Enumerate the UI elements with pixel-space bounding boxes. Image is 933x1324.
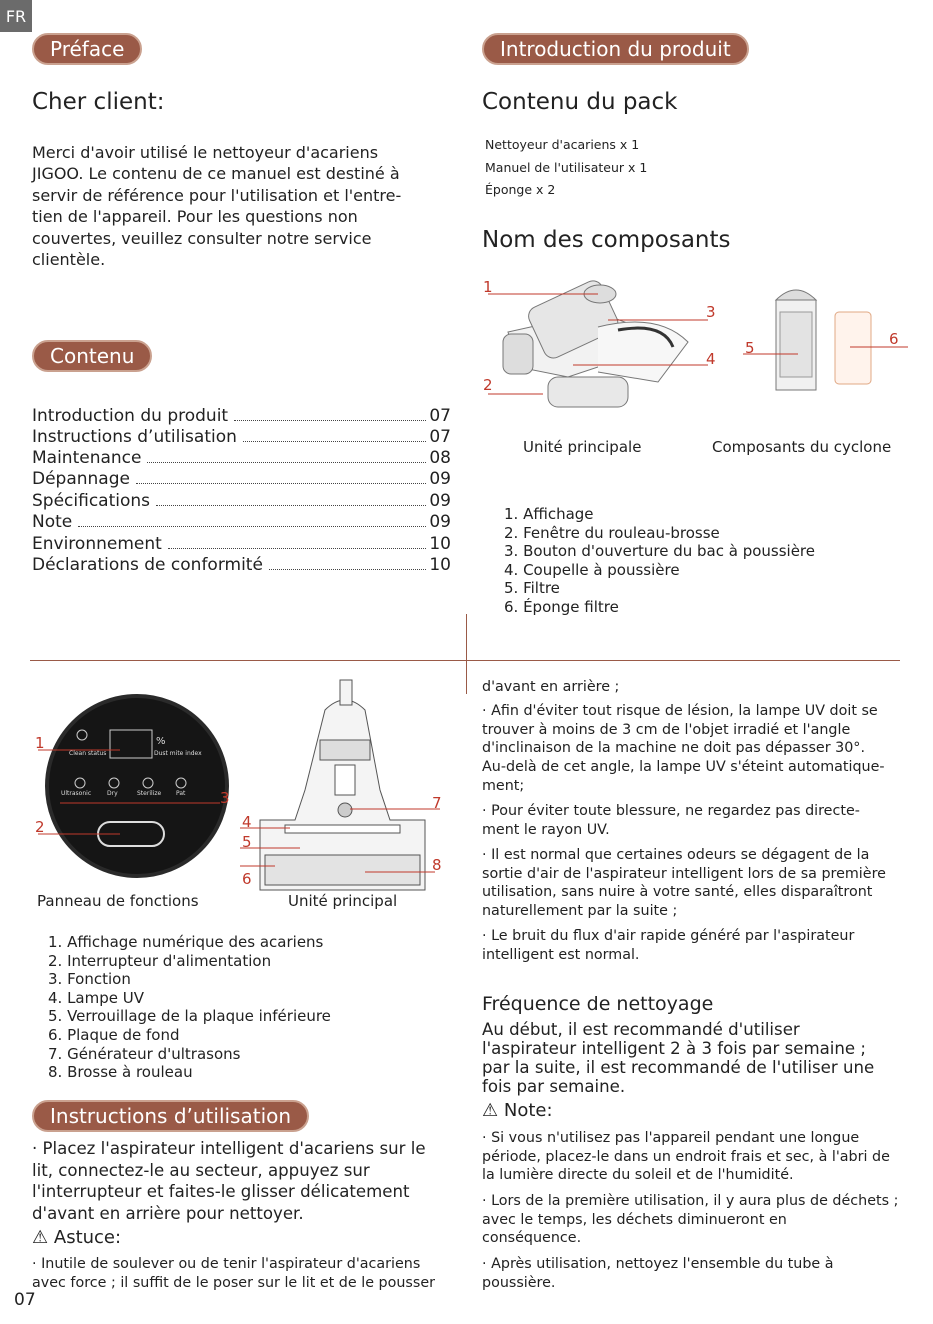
- caption-panel: Panneau de fonctions: [37, 892, 199, 910]
- safety-note-eyes: · Pour éviter toute blessure, ne regardez pas directe- ment le rayon UV.: [482, 803, 860, 838]
- note-after-use: · Après utilisation, nettoyez l'ensemble du tube à poussière.: [482, 1256, 834, 1291]
- components-list: 1. Affichage 2. Fenêtre du rouleau-brosse 3. Bouton d'ouverture du bac à poussière 4. Coupelle à poussière 5. Filtre 6. Éponge filtre: [504, 505, 815, 616]
- callout-6: 6: [242, 870, 252, 888]
- callout-5: 5: [242, 833, 252, 851]
- callout-5: 5: [745, 339, 755, 357]
- safety-note-noise: · Le bruit du flux d'air rapide généré par l'aspirateur intelligent est normal.: [482, 928, 855, 963]
- page-divider: [30, 660, 900, 661]
- toc-row[interactable]: Instructions d’utilisation 07: [32, 427, 451, 447]
- tip-text: · Inutile de soulever ou de tenir l'aspirateur d'acariens avec force ; il suffit de le poser sur le lit et de le pousser: [32, 1256, 435, 1291]
- usage-heading: Instructions d’utilisation: [32, 1100, 309, 1132]
- toc-row[interactable]: Spécifications 09: [32, 491, 451, 511]
- toc-row[interactable]: Environnement 10: [32, 534, 451, 554]
- callout-4: 4: [706, 350, 716, 368]
- pack-title: Contenu du pack: [482, 89, 678, 115]
- safety-note-odor: · Il est normal que certaines odeurs se dégagent de la sortie d'air de l'aspirateur intelligent lors de sa première utilisation, sans nuire à votre santé, elles disparaîtront naturellement par la suite ;: [482, 847, 886, 920]
- components-title: Nom des composants: [482, 227, 731, 253]
- warning-icon: ⚠: [482, 1100, 499, 1121]
- contents-heading: Contenu: [32, 340, 152, 372]
- preface-text: Merci d'avoir utilisé le nettoyeur d'acariens JIGOO. Le contenu de ce manuel est destiné à servir de référence pour l'utilisation et l'entre- tien de l'appareil. Pour les questions non couvertes, veuillez consulter notre service clientèle.: [32, 143, 402, 270]
- warning-icon: ⚠: [32, 1227, 49, 1248]
- cyclone-drawing: [776, 290, 871, 390]
- preface-heading: Préface: [32, 33, 142, 65]
- callout-2: 2: [35, 818, 45, 836]
- mode-dry[interactable]: Dry: [107, 790, 118, 797]
- frequency-title: Fréquence de nettoyage: [482, 993, 714, 1015]
- intro-heading: Introduction du produit: [482, 33, 749, 65]
- clean-status-label: Clean status: [69, 750, 107, 757]
- frequency-text: Au début, il est recommandé d'utiliser l'aspirateur intelligent 2 à 3 fois par semaine ; par la suite, il est recommandé de l'utiliser une fois par semaine.: [482, 1020, 875, 1096]
- parts-list: 1. Affichage numérique des acariens 2. Interrupteur d'alimentation 3. Fonction 4. Lampe UV 5. Verrouillage de la plaque inférieure 6. Plaque de fond 7. Générateur d'ultrasons 8. Brosse à rouleau: [48, 933, 331, 1082]
- callout-3: 3: [220, 789, 230, 807]
- callout-8: 8: [432, 856, 442, 874]
- usage-text: · Placez l'aspirateur intelligent d'acariens sur le lit, connectez-le au secteur, appuyez sur l'interrupteur et faites-le glisser délicatement d'avant en arrière pour nettoyer.: [32, 1139, 426, 1223]
- note-first-use: · Lors de la première utilisation, il y aura plus de déchets ; avec le temps, les déchets diminueront en conséquence.: [482, 1193, 899, 1247]
- tip-heading: ⚠ Astuce:: [32, 1227, 122, 1248]
- preface-title: Cher client:: [32, 89, 165, 115]
- caption-main-unit: Unité principale: [523, 438, 642, 456]
- callout-3: 3: [706, 303, 716, 321]
- callout-2: 2: [483, 376, 493, 394]
- callout-6: 6: [889, 330, 899, 348]
- callout-1: 1: [35, 734, 45, 752]
- pack-list: Nettoyeur d'acariens x 1 Manuel de l'utilisateur x 1 Éponge x 2: [485, 137, 648, 197]
- toc-row[interactable]: Introduction du produit 07: [32, 406, 451, 426]
- language-badge: FR: [0, 0, 32, 32]
- mode-sterilize[interactable]: Sterilize: [137, 790, 162, 797]
- toc-row[interactable]: Dépannage 09: [32, 469, 451, 489]
- main-unit-drawing: [503, 278, 688, 407]
- dust-index-label: Dust mite index: [154, 750, 202, 757]
- toc-row[interactable]: Déclarations de conformité 10: [32, 555, 451, 575]
- safety-note-uv: · Afin d'éviter tout risque de lésion, la lampe UV doit se trouver à moins de 3 cm de l'objet irradié et l'angle d'inclinaison de la machine ne doit pas dépasser 30°. Au-delà de cet angle, la lampe UV s'éteint automatique- ment;: [482, 703, 885, 794]
- callout-1: 1: [483, 278, 493, 296]
- callout-4: 4: [242, 813, 252, 831]
- toc-row[interactable]: Note 09: [32, 512, 451, 532]
- page-number: 07: [14, 1290, 36, 1310]
- mode-pat[interactable]: Pat: [176, 790, 186, 797]
- mode-ultrasonic[interactable]: Ultrasonic: [61, 790, 92, 797]
- control-panel-drawing: [47, 696, 227, 876]
- components-figure: [478, 272, 928, 422]
- continuation-text: d'avant en arrière ;: [482, 679, 620, 695]
- panel-figure: [30, 670, 450, 900]
- percent-label: %: [156, 736, 166, 747]
- note-storage: · Si vous n'utilisez pas l'appareil pendant une longue période, placez-le dans un endroit frais et sec, à l'abri de la lumière directe du soleil et de l'humidité.: [482, 1130, 890, 1184]
- main-unit-bottom-drawing: [260, 680, 425, 890]
- callout-7: 7: [432, 794, 442, 812]
- column-divider: [466, 614, 467, 694]
- note-heading: ⚠ Note:: [482, 1100, 553, 1121]
- toc-row[interactable]: Maintenance 08: [32, 448, 451, 468]
- caption-cyclone: Composants du cyclone: [712, 438, 892, 456]
- caption-unit: Unité principal: [288, 892, 398, 910]
